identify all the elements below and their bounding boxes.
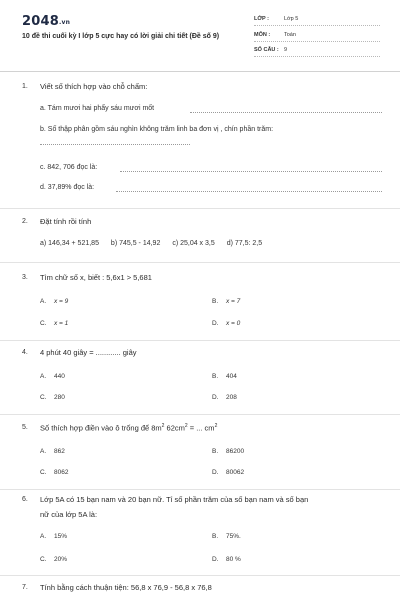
q5-option-c[interactable]	[40, 469, 68, 476]
meta-count	[254, 47, 288, 53]
q5-term-2: 62cm	[164, 423, 185, 433]
q1-number: 1.	[22, 83, 28, 90]
q5-option-d[interactable]	[212, 469, 244, 476]
separator	[0, 414, 400, 415]
meta-class-label: LỚP :	[254, 16, 269, 22]
separator	[0, 575, 400, 576]
separator	[0, 489, 400, 490]
q3-option-a[interactable]	[40, 298, 68, 305]
q3-option-d[interactable]	[212, 320, 240, 327]
q1-text: Viết số thích hợp vào chỗ chấm:	[40, 82, 148, 91]
q1-d-blank[interactable]	[116, 191, 382, 192]
q1-a-blank[interactable]	[190, 112, 382, 113]
q6-option-d[interactable]	[212, 556, 241, 563]
meta-class	[254, 16, 299, 22]
meta-count-line	[254, 56, 380, 57]
q6-option-b[interactable]	[212, 533, 241, 540]
option-letter: C.	[40, 320, 47, 327]
q5-sup-2: 2	[184, 423, 188, 429]
option-letter: C.	[40, 556, 47, 563]
separator	[0, 208, 400, 209]
meta-subject-value: Toán	[284, 32, 296, 38]
option-letter: D.	[212, 469, 219, 476]
option-value: 80062	[226, 469, 245, 476]
option-letter: D.	[212, 320, 219, 327]
meta-class-value: Lớp 5	[284, 16, 299, 22]
q6-text-line2: nữ của lớp 5A là:	[40, 510, 98, 519]
q2-items	[40, 240, 272, 247]
q4-number: 4.	[22, 349, 28, 356]
meta-subject-line	[254, 41, 380, 42]
option-value: 80 %	[226, 556, 241, 563]
option-letter: A.	[40, 298, 47, 305]
option-letter: B.	[212, 298, 219, 305]
meta-class-line	[254, 25, 380, 26]
option-value: x = 0	[226, 320, 241, 327]
q5-term-1: 8m	[151, 423, 162, 433]
q2-item-b: b) 745,5 - 14,92	[110, 240, 161, 247]
option-value: x = 7	[226, 298, 241, 305]
option-value: 86200	[226, 448, 245, 455]
option-letter: D.	[212, 394, 219, 401]
option-letter: B.	[212, 448, 219, 455]
q3-option-c[interactable]	[40, 320, 68, 327]
q5-option-b[interactable]	[212, 448, 244, 455]
q5-sup-1: 2	[161, 423, 165, 429]
document-title: 10 đề thi cuối kỳ I lớp 5 cực hay có lời giải chi tiết (Đề số 9)	[22, 33, 220, 40]
separator	[0, 262, 400, 263]
meta-count-value: 9	[284, 47, 288, 53]
q6-option-a[interactable]	[40, 533, 67, 540]
q2-item-c: c) 25,04 x 3,5	[172, 240, 215, 247]
q2-item-a: a) 146,34 + 521,85	[40, 240, 99, 247]
logo-text: 2048	[22, 14, 59, 29]
q5-text-lead: Số thích hợp điền vào ô trống để	[40, 423, 152, 433]
q1-c-blank[interactable]	[120, 171, 382, 172]
meta-subject-label: MÔN :	[254, 32, 271, 38]
q5-sup-3: 2	[214, 423, 218, 429]
q2-text: Đặt tính rồi tính	[40, 217, 92, 226]
option-letter: D.	[212, 556, 219, 563]
q1-d: d. 37,89% đọc là:	[40, 184, 95, 191]
option-value: 404	[226, 373, 237, 380]
meta-subject	[254, 32, 296, 38]
q5-option-a[interactable]	[40, 448, 65, 455]
q1-a: a. Tám mươi hai phẩy sáu mươi mốt	[40, 105, 155, 112]
q4-option-c[interactable]	[40, 394, 65, 401]
option-letter: B.	[212, 373, 219, 380]
option-value: 280	[54, 394, 65, 401]
option-value: 20%	[54, 556, 68, 563]
option-value: x = 9	[54, 298, 69, 305]
option-value: x = 1	[54, 320, 69, 327]
option-value: 75%.	[226, 533, 241, 540]
logo-suffix: .vn	[58, 19, 71, 26]
q4-option-d[interactable]	[212, 394, 237, 401]
header-divider	[0, 71, 400, 72]
q2-item-d: d) 77,5: 2,5	[226, 240, 263, 247]
option-letter: A.	[40, 373, 47, 380]
option-value: 15%	[54, 533, 68, 540]
q7-text: Tính bằng cách thuận tiện: 56,8 x 76,9 - 56,8 x 76,8	[40, 583, 212, 592]
q1-c: c. 842, 706 đọc là:	[40, 164, 98, 171]
q5-number: 5.	[22, 424, 28, 431]
q4-option-a[interactable]	[40, 373, 65, 380]
option-value: 8062	[54, 469, 69, 476]
option-value: 862	[54, 448, 65, 455]
q6-text-line1: Lớp 5A có 15 bạn nam và 20 bạn nữ. Tỉ số phần trăm của số bạn nam và số bạn	[40, 495, 309, 504]
option-letter: B.	[212, 533, 219, 540]
q3-option-b[interactable]	[212, 298, 240, 305]
option-letter: C.	[40, 394, 47, 401]
option-value: 440	[54, 373, 65, 380]
q5-term-3: = ... cm	[187, 423, 215, 433]
document-header	[0, 0, 400, 72]
q5-text	[40, 423, 217, 433]
q7-number: 7.	[22, 584, 28, 591]
q1-b-blank[interactable]	[40, 144, 190, 145]
q4-option-b[interactable]	[212, 373, 237, 380]
meta-count-label: SỐ CÂU :	[254, 47, 279, 53]
option-letter: A.	[40, 448, 47, 455]
q2-number: 2.	[22, 218, 28, 225]
q3-number: 3.	[22, 274, 28, 281]
site-logo[interactable]	[22, 14, 70, 29]
option-value: 208	[226, 394, 237, 401]
q1-b: b. Số thập phân gồm sáu nghìn không trăm linh ba đơn vị , chín phần trăm:	[40, 126, 274, 133]
q6-number: 6.	[22, 496, 28, 503]
q6-option-c[interactable]	[40, 556, 67, 563]
option-letter: C.	[40, 469, 47, 476]
q4-text: 4 phút 40 giây = ............ giây	[40, 348, 137, 357]
q3-text: Tìm chữ số x, biết : 5,6x1 > 5,681	[40, 273, 152, 282]
option-letter: A.	[40, 533, 47, 540]
separator	[0, 340, 400, 341]
